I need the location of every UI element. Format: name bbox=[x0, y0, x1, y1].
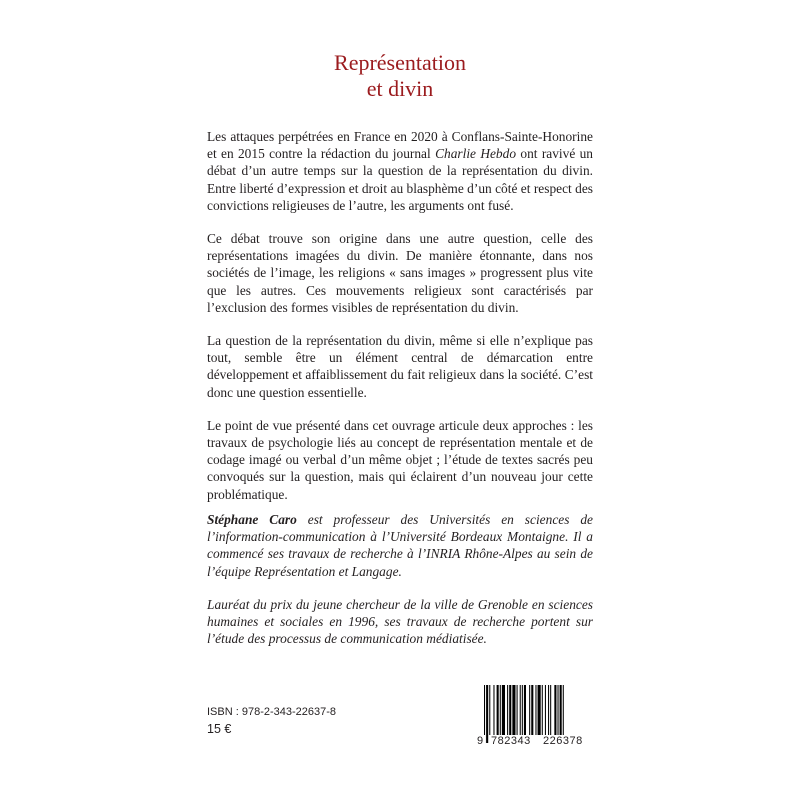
p1-text-end: ont ravivé un débat d’un autre temps sur la question de la représentation du divin. Entre liberté d’expression et droit au blasphème d’un côté et respect des convictions religieuses de l’autre, les arguments ont fusé. bbox=[207, 146, 594, 213]
price-text: 15 € bbox=[207, 722, 232, 736]
p1-text-start: Les attaques perpétrées en France en 2020 à Conflans-Sainte-Honorine et en 2015 contre la rédaction du journal bbox=[207, 129, 593, 162]
isbn-text: ISBN : 978-2-343-22637-8 bbox=[207, 706, 337, 718]
author-bio bbox=[207, 511, 593, 663]
title-line-2: et divin bbox=[366, 76, 434, 101]
bio-text-1: est professeur des Universités en sciences de l’information-communication à l’Université Bordeaux Montaigne. Il a commencé ses travaux de recherche à l’INRIA Rhône-Alpes au sein de l’équipe Représentation et Langage. bbox=[207, 512, 593, 579]
summary-paragraph-2: Ce débat trouve son origine dans une autre question, celle des représentations imagées du divin. De manière étonnante, dans nos sociétés de l’image, les religions « sans images » progressent plus vite que les autres. Ces mouvements religieux sont caractérisés par l’exclusion des formes visibles de représentation du divin. bbox=[207, 231, 593, 315]
journal-name: Charlie Hebdo bbox=[435, 146, 517, 162]
barcode-digit-first: 9 bbox=[477, 735, 484, 747]
summary-paragraph-4: Le point de vue présenté dans cet ouvrage articule deux approches : les travaux de psychologie liés au concept de représentation mentale et de codage imagé ou verbal d’un même objet ; l’étude de textes sacrés peu convoqués sur la question, mais qui éclairent d’un nouveau jour cette problématique. bbox=[207, 417, 593, 502]
summary-paragraph-1 bbox=[207, 128, 593, 214]
bio-paragraph-1 bbox=[207, 511, 593, 580]
summary-paragraph-3: La question de la représentation du divin, même si elle n’explique pas tout, semble être un élément central de démarcation entre développement et affaiblissement du fait religieux dans la société. C’est donc une question essentielle. bbox=[207, 333, 593, 400]
book-title bbox=[0, 50, 800, 102]
barcode-group-right: 226378 bbox=[543, 735, 583, 747]
barcode-group-left: 782343 bbox=[491, 735, 531, 747]
back-cover-summary bbox=[207, 128, 593, 519]
author-name: Stéphane Caro bbox=[207, 512, 297, 527]
title-line-1: Représentation bbox=[334, 50, 466, 75]
bio-paragraph-2: Lauréat du prix du jeune chercheur de la ville de Grenoble en sciences humaines et sociales en 1996, ses travaux de recherche portent sur l’étude des processus de communication médiatisée. bbox=[207, 596, 593, 647]
